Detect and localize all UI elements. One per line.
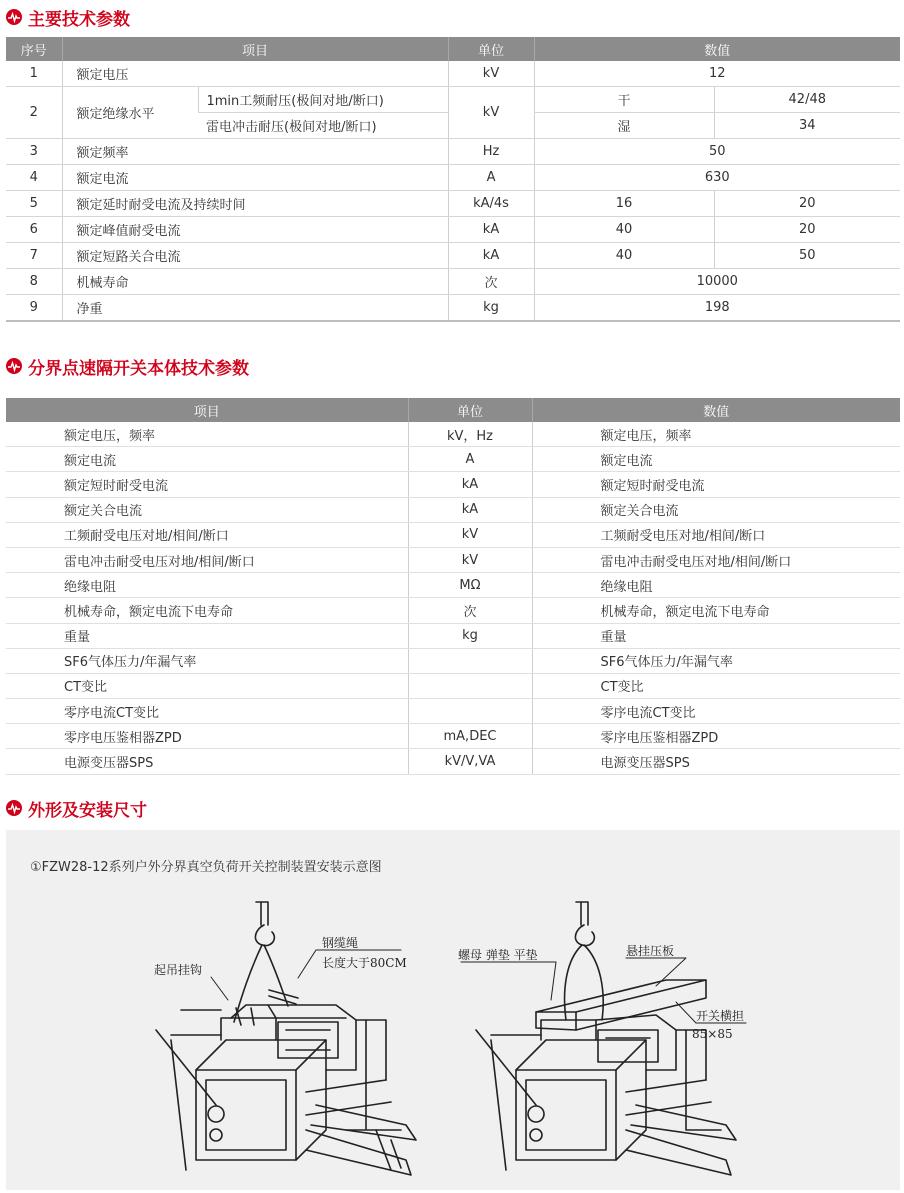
row-unit: A [408, 447, 532, 472]
row-value: 重量 [532, 623, 900, 648]
row-unit: kA [448, 243, 534, 269]
row-unit: kV，Hz [408, 422, 532, 447]
row-subitem: 1min工频耐压(极间对地/断口) [198, 87, 448, 113]
section-title-text: 分界点速隔开关本体技术参数 [28, 358, 249, 379]
section-title-main-params [6, 5, 130, 29]
table-row [6, 87, 900, 113]
row-condition: 湿 [534, 113, 714, 139]
row-item: 额定延时耐受电流及持续时间 [62, 191, 448, 217]
row-value: 50 [534, 139, 900, 165]
row-value: 零序电流CT变比 [532, 699, 900, 724]
table-row [6, 217, 900, 243]
row-unit: kV [408, 547, 532, 572]
table-row [6, 749, 900, 774]
row-unit [408, 673, 532, 698]
row-item: 机械寿命 [62, 269, 448, 295]
row-item: 额定电流 [62, 165, 448, 191]
header-unit: 单位 [448, 37, 534, 61]
table-row [6, 699, 900, 724]
body-params-table [6, 398, 900, 775]
row-no: 8 [6, 269, 62, 295]
table-row [6, 598, 900, 623]
table-row [6, 673, 900, 698]
row-no: 7 [6, 243, 62, 269]
row-item: 绝缘电阻 [6, 573, 408, 598]
row-item: 额定绝缘水平 [62, 87, 198, 139]
table-row [6, 573, 900, 598]
section-title-text: 主要技术参数 [28, 9, 130, 30]
row-unit: kg [408, 623, 532, 648]
row-unit: Hz [448, 139, 534, 165]
row-value: 雷电冲击耐受电压对地/相间/断口 [532, 547, 900, 572]
row-value: 工频耐受电压对地/相间/断口 [532, 522, 900, 547]
row-item: 额定电压，频率 [6, 422, 408, 447]
row-item: CT变比 [6, 673, 408, 698]
row-item: 工频耐受电压对地/相间/断口 [6, 522, 408, 547]
label-cable-length: 长度大于80CM [322, 956, 407, 970]
row-value: 50 [714, 243, 900, 269]
table-header-row [6, 37, 900, 61]
row-unit: kA [408, 497, 532, 522]
label-lifting-hook: 起吊挂钩 [154, 963, 203, 977]
table-row [6, 295, 900, 322]
row-unit: 次 [408, 598, 532, 623]
pulse-icon [6, 800, 22, 816]
row-item: 零序电压鉴相器ZPD [6, 724, 408, 749]
row-value: 10000 [534, 269, 900, 295]
row-value: 额定电流 [532, 447, 900, 472]
table-row [6, 243, 900, 269]
row-value: 零序电压鉴相器ZPD [532, 724, 900, 749]
row-no: 4 [6, 165, 62, 191]
row-no: 1 [6, 61, 62, 87]
row-item: 额定短路关合电流 [62, 243, 448, 269]
row-value: 电源变压器SPS [532, 749, 900, 774]
table-header-row [6, 398, 900, 422]
left-switch-drawing [156, 902, 416, 1175]
header-value: 数值 [534, 37, 900, 61]
pulse-icon [6, 358, 22, 374]
table-row [6, 472, 900, 497]
row-value: 34 [714, 113, 900, 139]
table-row [6, 623, 900, 648]
header-unit: 单位 [408, 398, 532, 422]
header-value: 数值 [532, 398, 900, 422]
row-unit: kV [448, 87, 534, 139]
table-row [6, 165, 900, 191]
installation-drawing [6, 830, 900, 1190]
row-no: 2 [6, 87, 62, 139]
row-value: 20 [714, 191, 900, 217]
row-item: 零序电流CT变比 [6, 699, 408, 724]
row-item: 重量 [6, 623, 408, 648]
table-row [6, 422, 900, 447]
row-item: 雷电冲击耐受电压对地/相间/断口 [6, 547, 408, 572]
row-no: 6 [6, 217, 62, 243]
row-subitem: 雷电冲击耐压(极间对地/断口) [198, 113, 448, 139]
label-cross-arm: 开关横担 [696, 1009, 745, 1023]
section-title-body-params [6, 354, 249, 378]
row-value: 额定短时耐受电流 [532, 472, 900, 497]
row-value: 198 [534, 295, 900, 322]
row-value: 40 [534, 243, 714, 269]
row-unit [408, 699, 532, 724]
row-item: 额定峰值耐受电流 [62, 217, 448, 243]
label-nut-washer: 螺母 弹垫 平垫 [458, 948, 538, 962]
row-unit: mA,DEC [408, 724, 532, 749]
table-row [6, 191, 900, 217]
row-no: 5 [6, 191, 62, 217]
row-item: SF6气体压力/年漏气率 [6, 648, 408, 673]
row-value: 16 [534, 191, 714, 217]
table-row [6, 139, 900, 165]
table-row [6, 61, 900, 87]
row-value: CT变比 [532, 673, 900, 698]
header-no: 序号 [6, 37, 62, 61]
row-value: 额定关合电流 [532, 497, 900, 522]
row-value: 额定电压，频率 [532, 422, 900, 447]
table-row [6, 522, 900, 547]
row-unit: kV/V,VA [408, 749, 532, 774]
label-hanging-plate: 悬挂压板 [626, 944, 675, 958]
row-item: 额定电压 [62, 61, 448, 87]
table-row [6, 269, 900, 295]
row-no: 3 [6, 139, 62, 165]
row-item: 电源变压器SPS [6, 749, 408, 774]
row-unit [408, 648, 532, 673]
row-item: 额定电流 [6, 447, 408, 472]
row-value: 42/48 [714, 87, 900, 113]
table-row [6, 724, 900, 749]
table-row [6, 497, 900, 522]
header-item: 项目 [6, 398, 408, 422]
row-unit: kA/4s [448, 191, 534, 217]
row-value: 机械寿命，额定电流下电寿命 [532, 598, 900, 623]
row-unit: kg [448, 295, 534, 322]
header-item: 项目 [62, 37, 448, 61]
row-item: 机械寿命，额定电流下电寿命 [6, 598, 408, 623]
table-row [6, 447, 900, 472]
row-unit: kA [448, 217, 534, 243]
row-unit: MΩ [408, 573, 532, 598]
label-steel-cable: 钢缆绳 [322, 936, 359, 950]
main-params-table [6, 37, 900, 322]
row-value: 40 [534, 217, 714, 243]
row-value: SF6气体压力/年漏气率 [532, 648, 900, 673]
row-value: 绝缘电阻 [532, 573, 900, 598]
row-item: 额定短时耐受电流 [6, 472, 408, 497]
table-row [6, 648, 900, 673]
section-title-dimensions [6, 796, 147, 820]
row-value: 20 [714, 217, 900, 243]
row-unit: kV [408, 522, 532, 547]
installation-drawing-panel [6, 830, 900, 1190]
row-value: 12 [534, 61, 900, 87]
row-unit: 次 [448, 269, 534, 295]
row-item: 净重 [62, 295, 448, 322]
row-no: 9 [6, 295, 62, 322]
drawing-caption: ①FZW28-12系列户外分界真空负荷开关控制装置安装示意图 [30, 860, 382, 875]
row-condition: 干 [534, 87, 714, 113]
row-unit: kA [408, 472, 532, 497]
row-item: 额定频率 [62, 139, 448, 165]
row-unit: kV [448, 61, 534, 87]
table-row [6, 547, 900, 572]
row-value: 630 [534, 165, 900, 191]
section-title-text: 外形及安装尺寸 [28, 800, 147, 821]
pulse-icon [6, 9, 22, 25]
row-item: 额定关合电流 [6, 497, 408, 522]
row-unit: A [448, 165, 534, 191]
label-cross-arm-size: 85×85 [692, 1027, 733, 1041]
